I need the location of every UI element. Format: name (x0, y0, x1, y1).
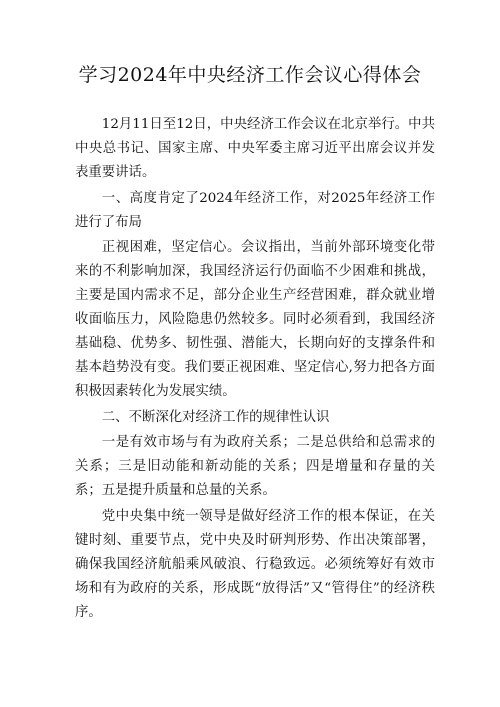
section-heading-1: 一、高度肯定了2024年经济工作，对2025年经济工作进行了布局 (75, 190, 435, 230)
paragraph-face-difficulties: 正视困难，坚定信心。会议指出，当前外部环境变化带来的不利影响加深，我国经济运行仍面临不少困难和挑战，主要是国内需求不足，部分企业生产经营困难，群众就业增收面临压力，风险隐患仍然较多。同时必须看到，我国经济基础稳、优势多、韧性强、潜能大，长期向好的支撑条件和基本趋势没有变。我们要正视困难、坚定信心,努力把各方面积极因素转化为发展实绩。 (75, 240, 435, 399)
paragraph-five-relations: 一是有效市场与有为政府关系；二是总供给和总需求的关系；三是旧动能和新动能的关系；四是增量和存量的关系；五是提升质量和总量的关系。 (75, 435, 435, 498)
paragraph-meeting-intro: 12月11日至12日，中央经济工作会议在北京举行。中共中央总书记、国家主席、中央军委主席习近平出席会议并发表重要讲话。 (75, 117, 435, 180)
section-heading-2: 二、不断深化对经济工作的规律性认识 (101, 409, 330, 425)
document-title: 学习2024年中央经济工作会议心得体会 (78, 64, 422, 86)
document-body (75, 113, 435, 626)
paragraph-party-leadership: 党中央集中统一领导是做好经济工作的根本保证，在关键时刻、重要节点，党中央及时研判形势、作出决策部署，确保我国经济航船乘风破浪、行稳致远。必须统筹好有效市场和有为政府的关系，形成既“放得活”又“管得住”的经济秩序。 (75, 508, 435, 620)
